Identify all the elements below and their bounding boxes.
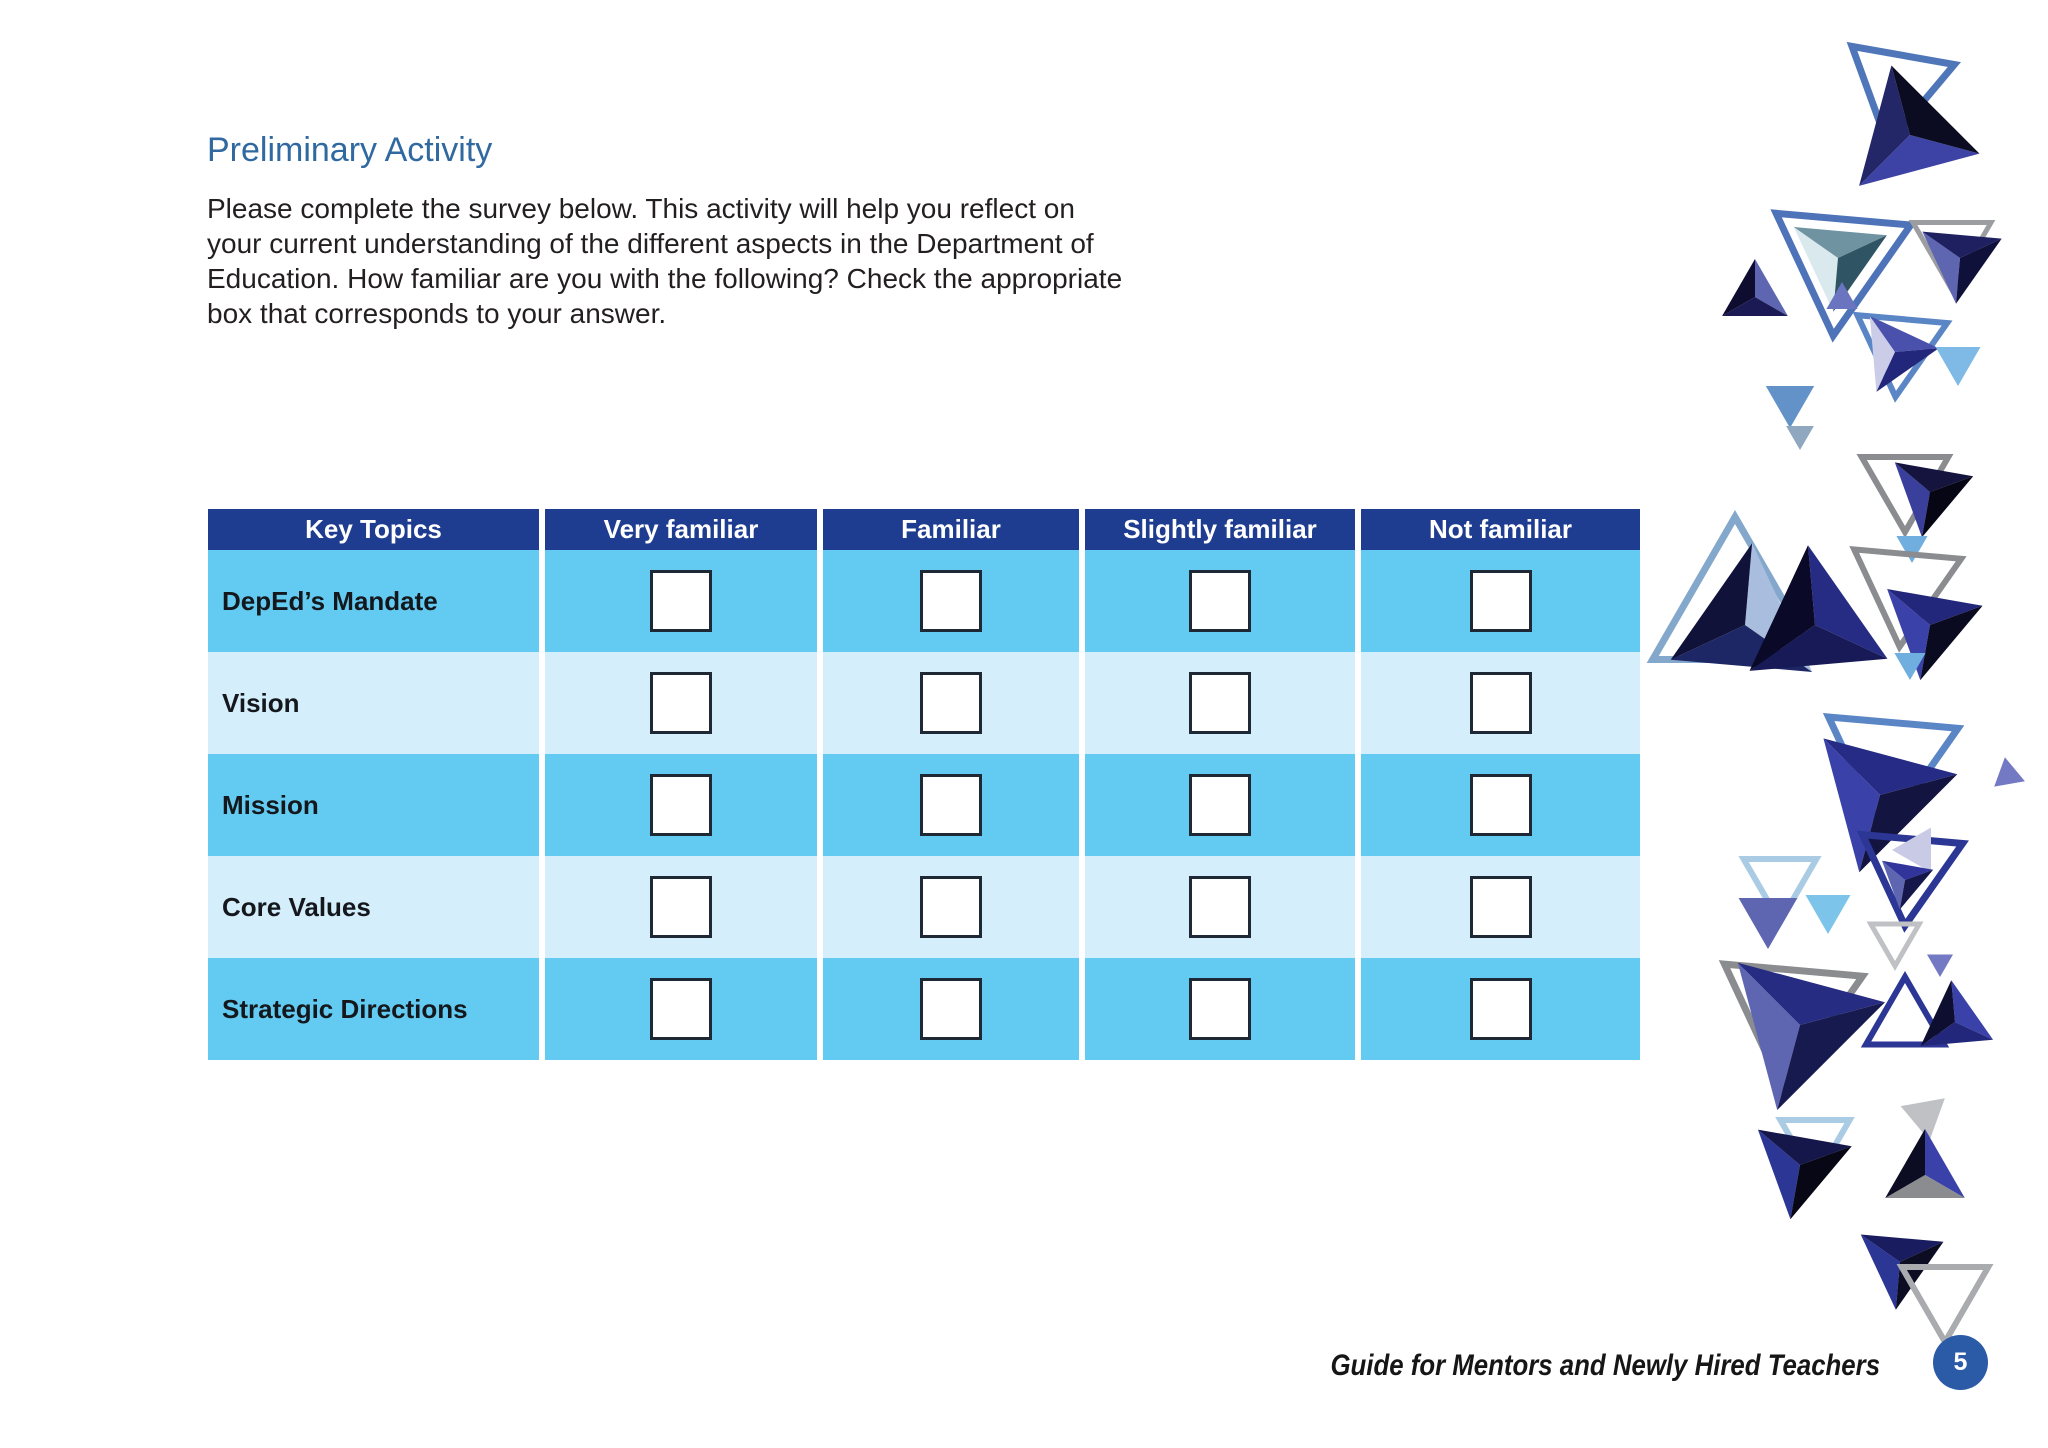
survey-checkbox[interactable]: [1470, 978, 1532, 1040]
survey-checkbox[interactable]: [920, 570, 982, 632]
survey-checkbox[interactable]: [1189, 876, 1251, 938]
intro-line: box that corresponds to your answer.: [207, 298, 667, 329]
survey-checkbox[interactable]: [650, 774, 712, 836]
survey-checkbox[interactable]: [1189, 570, 1251, 632]
table-row: [208, 754, 1640, 856]
table-row: [208, 550, 1640, 652]
column-header-very-familiar: Very familiar: [545, 509, 817, 550]
table-header-row: [208, 509, 1640, 550]
column-header-key-topics: Key Topics: [208, 509, 539, 550]
survey-checkbox[interactable]: [1470, 672, 1532, 734]
triangle-decoration: [1600, 0, 2048, 1448]
row-label: Mission: [208, 754, 539, 856]
intro-line: Please complete the survey below. This activity will help you reflect on: [207, 193, 1075, 224]
survey-checkbox[interactable]: [650, 570, 712, 632]
survey-checkbox[interactable]: [650, 978, 712, 1040]
row-label: Vision: [208, 652, 539, 754]
table-row: [208, 958, 1640, 1060]
survey-checkbox[interactable]: [1470, 774, 1532, 836]
row-label: Strategic Directions: [208, 958, 539, 1060]
row-label: Core Values: [208, 856, 539, 958]
table-row: [208, 856, 1640, 958]
table-row: [208, 652, 1640, 754]
page-number-badge: 5: [1933, 1335, 1988, 1390]
column-header-slightly-familiar: Slightly familiar: [1085, 509, 1355, 550]
survey-checkbox[interactable]: [1470, 876, 1532, 938]
survey-checkbox[interactable]: [650, 876, 712, 938]
survey-checkbox[interactable]: [1189, 774, 1251, 836]
intro-line: Education. How familiar are you with the following? Check the appropriate: [207, 263, 1123, 294]
row-label: DepEd’s Mandate: [208, 550, 539, 652]
survey-checkbox[interactable]: [920, 774, 982, 836]
survey-checkbox[interactable]: [920, 978, 982, 1040]
page-title: Preliminary Activity: [207, 131, 493, 169]
intro-line: your current understanding of the different aspects in the Department of: [207, 228, 1094, 259]
survey-checkbox[interactable]: [1189, 978, 1251, 1040]
survey-checkbox[interactable]: [1470, 570, 1532, 632]
survey-checkbox[interactable]: [650, 672, 712, 734]
column-header-familiar: Familiar: [823, 509, 1079, 550]
column-header-not-familiar: Not familiar: [1361, 509, 1640, 550]
survey-checkbox[interactable]: [920, 672, 982, 734]
survey-checkbox[interactable]: [920, 876, 982, 938]
intro-paragraph: [207, 191, 1122, 331]
footer-title: Guide for Mentors and Newly Hired Teachers: [1330, 1349, 1880, 1382]
survey-table: [208, 509, 1640, 1060]
survey-checkbox[interactable]: [1189, 672, 1251, 734]
